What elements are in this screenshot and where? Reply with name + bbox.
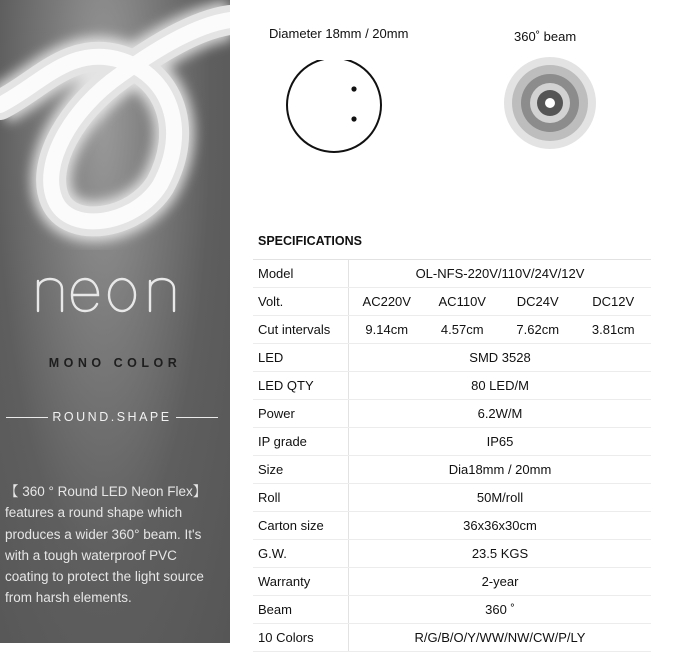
- specifications-table: [253, 259, 651, 652]
- spec-value: 4.57cm: [440, 322, 484, 337]
- description-line: with a tough waterproof PVC: [5, 547, 177, 563]
- spec-value: 6.2W/M: [477, 406, 523, 421]
- spec-values: [349, 294, 651, 309]
- spec-value: OL-NFS-220V/110V/24V/12V: [415, 266, 585, 281]
- spec-label: G.W.: [253, 540, 349, 567]
- spec-value: 7.62cm: [516, 322, 560, 337]
- specifications-title: SPECIFICATIONS: [258, 234, 362, 248]
- description-line: 【 360 ° Round LED Neon Flex】: [5, 484, 207, 499]
- spec-value: DC24V: [516, 294, 559, 309]
- spec-value: 36x36x30cm: [463, 518, 537, 533]
- spec-value: 80 LED/M: [471, 378, 529, 393]
- spec-row-roll: [253, 484, 651, 512]
- spec-label: Size: [253, 456, 349, 483]
- description-line: produces a wider 360° beam. It's: [5, 526, 202, 542]
- description-line: from harsh elements.: [5, 590, 132, 606]
- logo-text: neon: [0, 255, 3, 256]
- spec-label: Beam: [253, 596, 349, 623]
- diameter-label: Diameter 18mm / 20mm: [269, 26, 409, 41]
- spec-row-warranty: [253, 568, 651, 596]
- spec-row-led: [253, 344, 651, 372]
- neon-tube-image: [0, 0, 230, 250]
- description-line: features a round shape which: [5, 505, 183, 521]
- spec-value: SMD 3528: [469, 350, 531, 365]
- spec-label: LED: [253, 344, 349, 371]
- spec-value: Dia18mm / 20mm: [448, 462, 552, 477]
- spec-label: Volt.: [253, 288, 349, 315]
- spec-value: IP65: [486, 434, 514, 449]
- spec-label: Power: [253, 400, 349, 427]
- spec-label: Model: [253, 260, 349, 287]
- neon-logo: [0, 255, 230, 325]
- spec-row-gw: [253, 540, 651, 568]
- diameter-diagram: [282, 60, 392, 160]
- spec-value: 50M/roll: [476, 490, 524, 505]
- description: [5, 481, 230, 609]
- spec-row-volt: [253, 288, 651, 316]
- spec-label: IP grade: [253, 428, 349, 455]
- spec-row-led-qty: [253, 372, 651, 400]
- spec-value: 9.14cm: [365, 322, 409, 337]
- description-line: coating to protect the light source: [5, 569, 204, 585]
- spec-label: 10 Colors: [253, 624, 349, 651]
- spec-value: 2-year: [481, 574, 519, 589]
- spec-label: LED QTY: [253, 372, 349, 399]
- divider-line-right: [176, 417, 218, 418]
- round-shape-row: [6, 410, 218, 424]
- mono-color-label: MONO COLOR: [48, 356, 182, 370]
- spec-row-colors: [253, 624, 651, 652]
- spec-row-ip-grade: [253, 428, 651, 456]
- spec-label: Carton size: [253, 512, 349, 539]
- beam-label: 360˚ beam: [514, 29, 577, 44]
- beam-diagram: [500, 57, 600, 152]
- spec-row-cut-intervals: [253, 316, 651, 344]
- spec-value: 23.5 KGS: [471, 546, 529, 561]
- round-shape-label: ROUND.SHAPE: [52, 410, 172, 424]
- spec-label: Cut intervals: [253, 316, 349, 343]
- spec-value: 3.81cm: [591, 322, 635, 337]
- spec-row-carton-size: [253, 512, 651, 540]
- spec-label: Roll: [253, 484, 349, 511]
- spec-value: AC110V: [438, 294, 486, 309]
- spec-values: [349, 322, 651, 337]
- spec-value: AC220V: [362, 294, 411, 309]
- spec-label: Warranty: [253, 568, 349, 595]
- spec-value: DC12V: [592, 294, 635, 309]
- spec-value: 360 ˚: [485, 602, 515, 617]
- divider-line-left: [6, 417, 48, 418]
- spec-row-beam: [253, 596, 651, 624]
- spec-value: R/G/B/O/Y/WW/NW/CW/P/LY: [414, 630, 586, 645]
- spec-row-model: [253, 259, 651, 288]
- spec-row-power: [253, 400, 651, 428]
- left-panel: [0, 0, 230, 643]
- spec-row-size: [253, 456, 651, 484]
